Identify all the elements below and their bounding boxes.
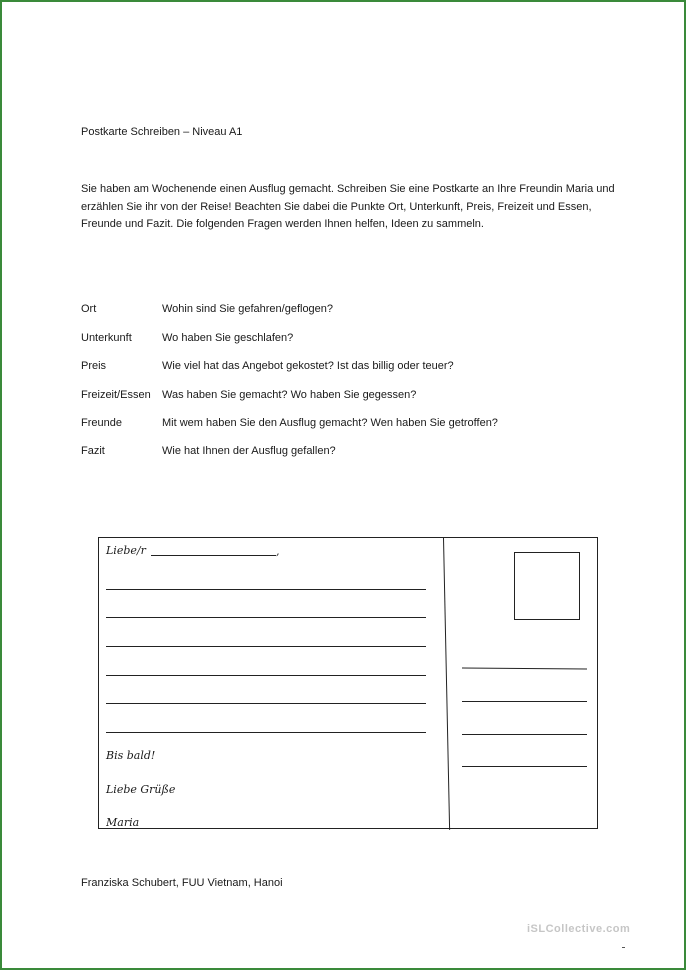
address-line[interactable] xyxy=(462,701,587,702)
document-title: Postkarte Schreiben – Niveau A1 xyxy=(81,126,243,138)
question-label: Ort xyxy=(81,303,97,315)
watermark-logo: iSLCollective.com xyxy=(527,923,631,935)
question-text: Wohin sind Sie gefahren/geflogen? xyxy=(162,303,334,315)
question-text: Wie hat Ihnen der Ausflug gefallen? xyxy=(162,445,336,457)
address-line[interactable] xyxy=(462,667,587,669)
question-text: Was haben Sie gemacht? Wo haben Sie gegessen? xyxy=(162,389,417,401)
signature-clip xyxy=(106,816,226,828)
question-label: Freunde xyxy=(81,417,122,429)
writing-line[interactable] xyxy=(106,617,426,618)
postcard-closing-1: Bis bald! xyxy=(106,749,156,762)
postcard xyxy=(98,537,598,829)
writing-line[interactable] xyxy=(106,703,426,704)
stamp-box xyxy=(514,552,580,620)
postcard-closing-2: Liebe Grüße xyxy=(106,783,176,796)
task-instructions: Sie haben am Wochenende einen Ausflug gemacht. Schreiben Sie eine Postkarte an Ihre Freundin Maria und erzählen Sie ihr von der Reise! Beachten Sie dabei die Punkte Ort, Unterkunft, Preis, Freizeit und Essen, Freunde und Fazit. Die folgenden Fragen werden Ihnen helfen, Ideen zu sammeln. xyxy=(81,183,615,230)
postcard-signature: Maria xyxy=(106,816,140,828)
address-line[interactable] xyxy=(462,734,587,735)
question-text: Mit wem haben Sie den Ausflug gemacht? Wen haben Sie getroffen? xyxy=(162,417,498,429)
question-label: Preis xyxy=(81,360,107,372)
writing-line[interactable] xyxy=(106,732,426,733)
postcard-greeting: Liebe/r xyxy=(106,544,146,557)
question-label: Unterkunft xyxy=(81,332,132,344)
page-mark xyxy=(622,947,625,948)
greeting-name-line[interactable] xyxy=(151,555,276,556)
postcard-divider xyxy=(443,538,450,830)
question-label: Fazit xyxy=(81,445,105,457)
author-credit: Franziska Schubert, FUU Vietnam, Hanoi xyxy=(81,877,283,889)
writing-line[interactable] xyxy=(106,675,426,676)
question-text: Wo haben Sie geschlafen? xyxy=(162,332,294,344)
question-label: Freizeit/Essen xyxy=(81,389,151,401)
greeting-comma: , xyxy=(276,545,280,558)
writing-line[interactable] xyxy=(106,589,426,590)
address-line[interactable] xyxy=(462,766,587,767)
question-text: Wie viel hat das Angebot gekostet? Ist das billig oder teuer? xyxy=(162,360,454,372)
writing-line[interactable] xyxy=(106,646,426,647)
